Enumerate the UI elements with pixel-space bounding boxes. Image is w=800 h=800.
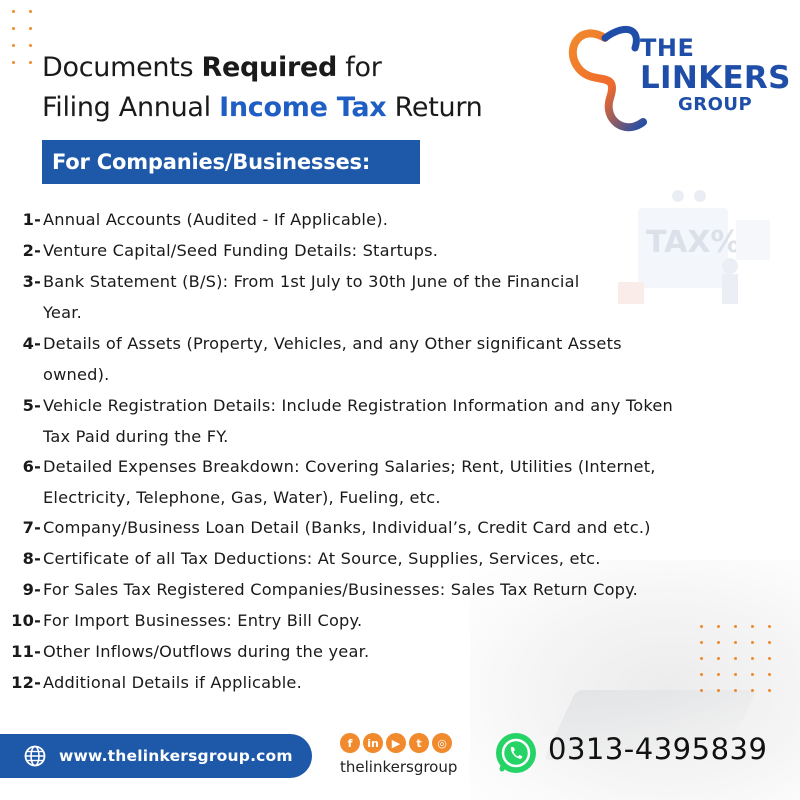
logo-wordmark: THE LINKERS GROUP [640, 34, 791, 115]
facebook-icon[interactable]: f [340, 733, 360, 753]
globe-icon [24, 745, 46, 767]
list-item: 5- Vehicle Registration Details: Include Registration Information and any Token Tax Paid during the FY. [22, 396, 673, 446]
social-handle[interactable]: thelinkersgroup [340, 758, 458, 776]
list-item: 4- Details of Assets (Property, Vehicles, and any Other significant Assets owned). [22, 334, 622, 384]
list-item: 9- For Sales Tax Registered Companies/Businesses: Sales Tax Return Copy. [22, 580, 638, 599]
youtube-icon[interactable]: ▶ [386, 733, 406, 753]
list-item: 6- Detailed Expenses Breakdown: Covering Salaries; Rent, Utilities (Internet, Electricity, Telephone, Gas, Water), Fueling, etc. [22, 457, 656, 507]
phone-number[interactable]: 0313-4395839 [548, 732, 768, 766]
website-url: www.thelinkersgroup.com [59, 747, 293, 765]
twitter-icon[interactable]: t [409, 733, 429, 753]
tax-illustration-text: TAX% [646, 225, 741, 260]
list-item: 8- Certificate of all Tax Deductions: At Source, Supplies, Services, etc. [22, 549, 601, 568]
list-item: 1- Annual Accounts (Audited - If Applicable). [22, 210, 389, 229]
page-title: Documents Required for Filing Annual Income Tax Return [42, 52, 483, 123]
list-item: 10- For Import Businesses: Entry Bill Copy. [11, 611, 363, 630]
list-item: 7- Company/Business Loan Detail (Banks, Individual’s, Credit Card and etc.) [22, 518, 651, 537]
list-item: 2- Venture Capital/Seed Funding Details: Startups. [22, 241, 439, 260]
list-item: 11- Other Inflows/Outflows during the year. [11, 642, 370, 661]
list-item: 3- Bank Statement (B/S): From 1st July to 30th June of the Financial Year. [22, 272, 580, 322]
whatsapp-icon[interactable] [494, 731, 538, 775]
section-heading: For Companies/Businesses: [42, 140, 420, 184]
instagram-icon[interactable]: ◎ [432, 733, 452, 753]
decorative-dots-top-left [12, 10, 32, 64]
social-icons [340, 733, 452, 753]
list-item: 12- Additional Details if Applicable. [11, 673, 302, 692]
linkedin-icon[interactable]: in [363, 733, 383, 753]
website-link[interactable] [0, 734, 312, 778]
